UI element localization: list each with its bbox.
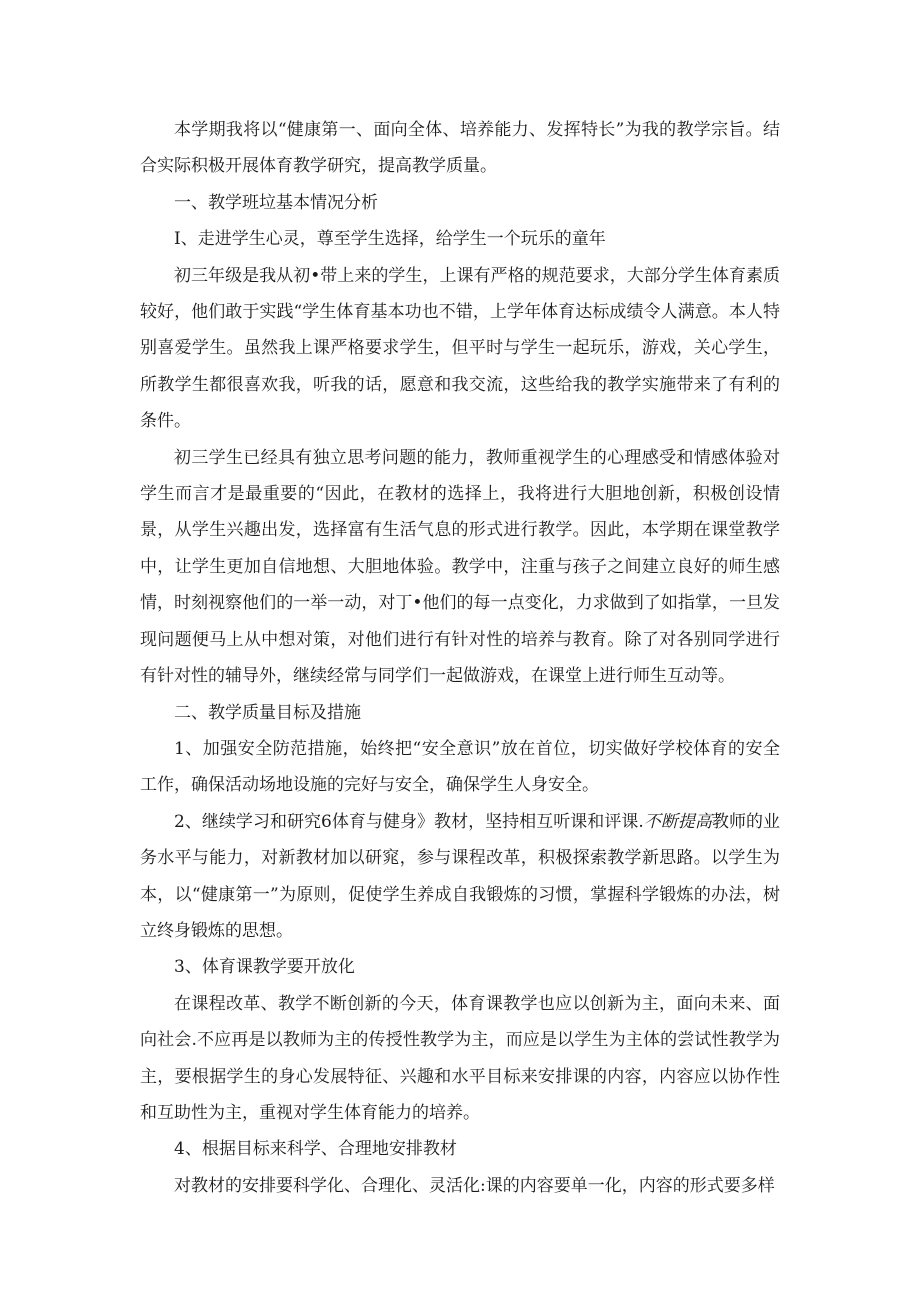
body-paragraph-truncated: 对教材的安排要科学化、合理化、灵活化:课的内容要单一化，内容的形式要多样 (174, 1175, 775, 1196)
section-heading-1: 一、教学班垃基本情况分析 (174, 192, 378, 213)
list-item-2-part-1: 2、继续学习和研究6体育与健身》教材，坚持相互听课和评课. (174, 811, 644, 832)
body-paragraph: 初三学生已经具有独立思考问题的能力，教师重视学生的心理感受和情感体验对学生而言才是最重要的“因此，在教材的选择上，我将进行大胆地创新，积极创设情景，从学生兴趣出发，选择富有生活气息的形式进行教学。因此，本学期在课堂教学中，让学生更加自信地想、大胆地体验。教学中，注重与孩子之间建立良好的师生感情，时刻视察他们的一举一动，对丁•他们的每一点变化，力求做到了如指掌，一旦发现问题便马上从中想对策，对他们进行有针对性的培养与教育。除了对各别同学进行有针对性的辅导外，继续经常与同学们一起做游戏，在课堂上进行师生互动等。 (140, 447, 780, 687)
list-item-1: 1、加强安全防范措施，始终把“安全意识”放在首位，切实做好学校体育的安全工作，确保活动场地设施的完好与安全，确保学生人身安全。 (140, 738, 780, 796)
list-item-2 (140, 804, 780, 950)
list-item-2-italic-phrase: 不断提高 (643, 811, 712, 832)
list-item-3-heading: 3、体育课教学要开放化 (174, 957, 355, 978)
subsection-heading-1: I、走进学生心灵，尊至学生选择，给学生一个玩乐的童年 (174, 229, 606, 250)
document-body (140, 112, 780, 1204)
list-item-4-heading: 4、根据目标来科学、合理地安排教材 (174, 1139, 457, 1160)
intro-paragraph: 本学期我将以“健康第一、面向全体、培养能力、发挥特长”为我的教学宗旨。结合实际积极开展体育教学研究，提高教学质量。 (140, 120, 780, 177)
body-paragraph: 初三年级是我从初•带上来的学生，上课有严格的规范要求，大部分学生体育素质较好，他们敢于实践“学生体育基本功也不错，上学年体育达标成绩令人满意。本人特别喜爱学生。虽然我上课严格要求学生，但平时与学生一起玩乐，游戏，关心学生，所教学生都很喜欢我，听我的话，愿意和我交流，这些给我的教学实施带来了有利的条件。 (140, 265, 780, 432)
body-paragraph: 在课程改革、教学不断创新的今天，体育课教学也应以创新为主，面向未来、面向社会.不应再是以教师为主的传授性教学为主，而应是以学生为主体的尝试性教学为主，要根据学生的身心发展特征、兴趣和水平目标来安排课的内容，内容应以协作性和互助性为主，重视对学生体育能力的培养。 (140, 993, 780, 1123)
list-item-2-part-3: 教师的业务水平与能力，对新教材加以研窕，参与课程改革，积极探索教学新思路。以学生为本，以“健康第一”为原则，促使学生养成自我锻炼的习惯，掌握科学锻炼的办法，树立终身锻炼的思想。 (140, 811, 781, 941)
section-heading-2: 二、教学质量目标及措施 (174, 702, 361, 723)
